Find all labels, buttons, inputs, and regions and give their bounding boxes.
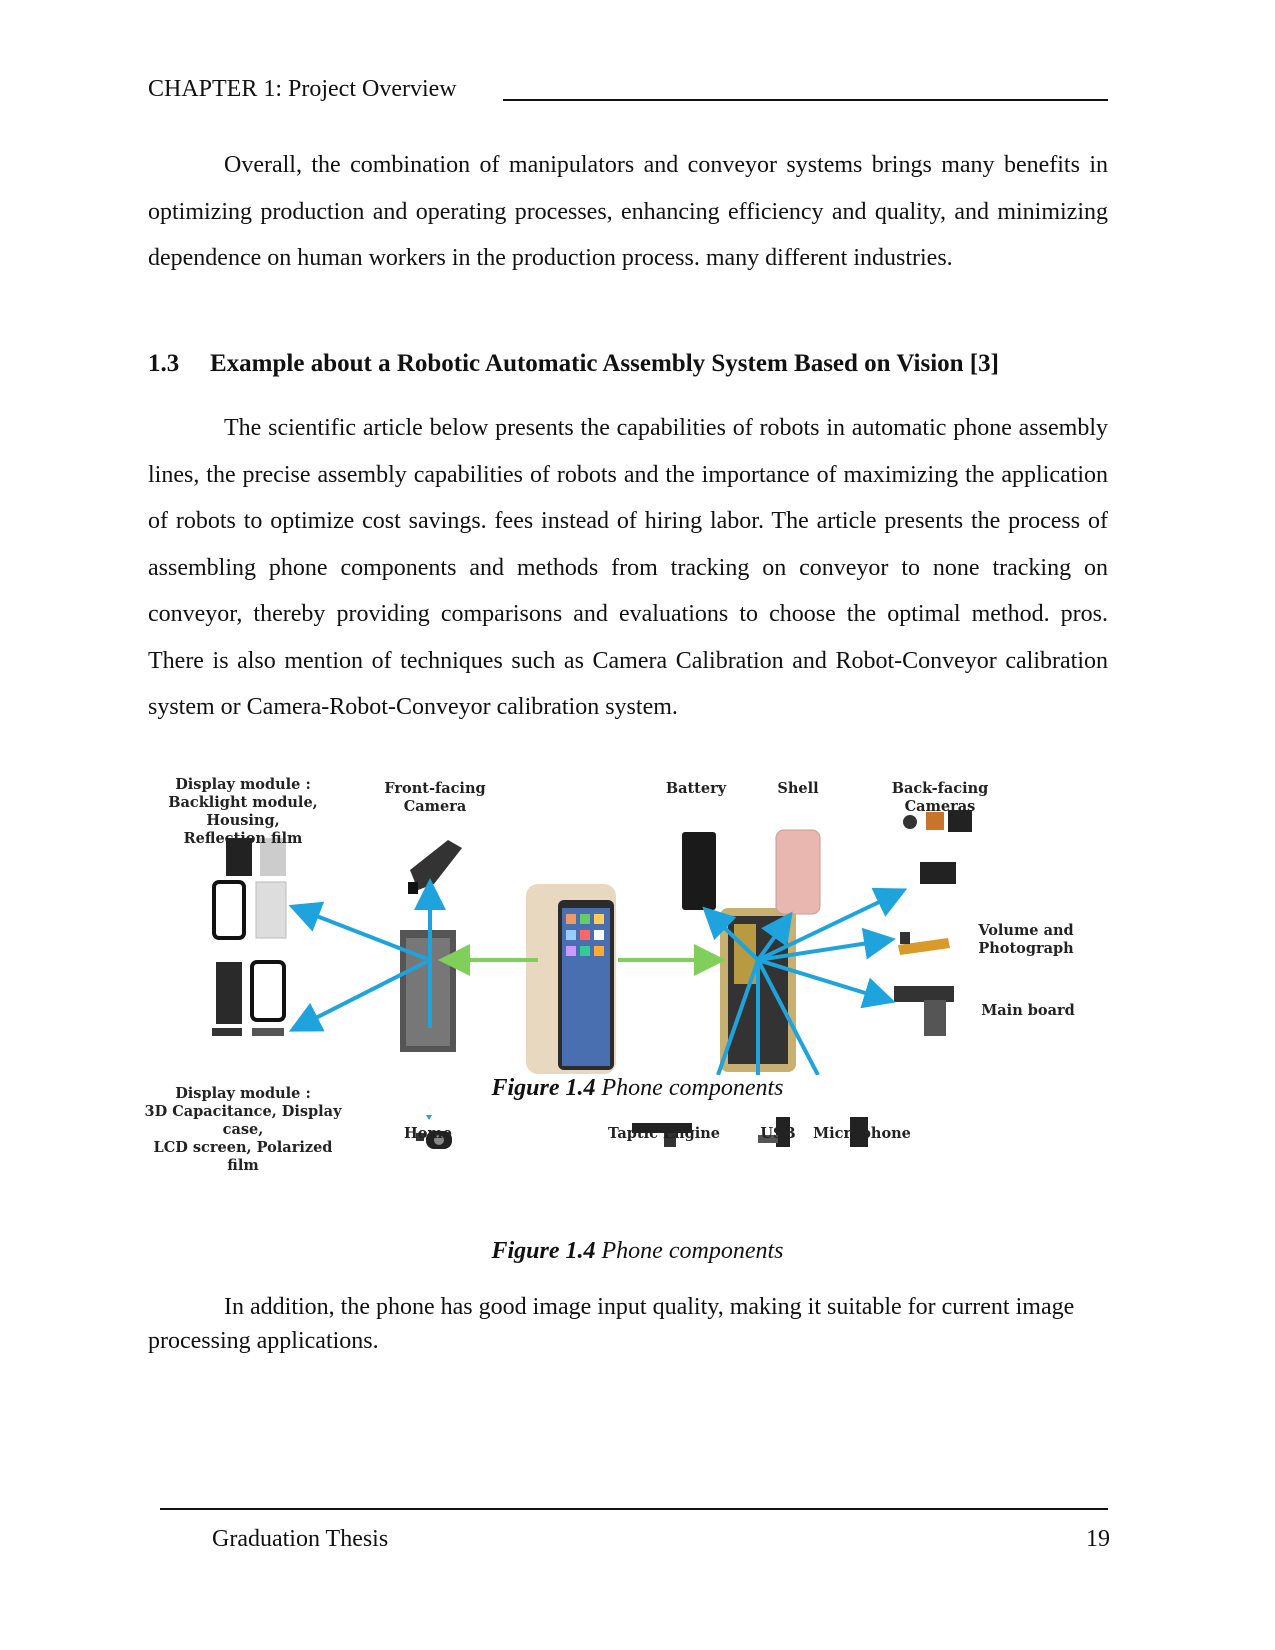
shell-part <box>776 830 820 914</box>
label-battery: Battery <box>665 780 727 797</box>
header-rule <box>503 99 1108 101</box>
label-home: Home <box>404 1125 452 1142</box>
battery-part <box>682 832 716 910</box>
page-footer <box>160 1508 1108 1568</box>
phone-components-figure <box>148 776 1108 1075</box>
label-usb: USB <box>760 1125 796 1142</box>
paragraph-overview: Overall, the combination of manipulators and conveyor systems brings many benefits in optimizing production and operating processes, enhancing efficiency and quality, and minimizing dependence on human workers in the production process. many different industries. <box>148 152 1108 271</box>
label-microphone: Microphone <box>813 1125 911 1142</box>
center-phone <box>526 884 616 1074</box>
label-front-camera: Front-facing Camera <box>384 780 486 815</box>
footer-title: Graduation Thesis <box>212 1526 389 1552</box>
label-taptic: Taptic Engine <box>607 1125 721 1142</box>
footer-rule <box>160 1508 1108 1510</box>
page-header <box>148 74 1108 108</box>
label-main-board: Main board <box>981 1002 1075 1019</box>
page-number: 19 <box>1086 1526 1110 1552</box>
display-parts-bottom <box>212 962 284 1036</box>
caption-number: Figure 1.4 <box>491 1075 596 1101</box>
section-title: Example about a Robotic Automatic Assembly System Based on Vision [3] <box>210 350 999 377</box>
label-display-bottom: Display module : 3D Capacitance, Display case, LCD screen, Polarized film <box>144 1085 342 1174</box>
back-cameras-part <box>903 810 972 884</box>
caption-text: Phone components <box>595 1238 784 1264</box>
chapter-title: CHAPTER 1: Project Overview <box>148 76 461 103</box>
caption-text: Phone components <box>595 1075 784 1101</box>
volume-flex-part <box>898 932 950 955</box>
display-parts-top <box>214 838 286 938</box>
front-camera-part <box>408 840 462 894</box>
section-heading <box>148 350 999 378</box>
section-number: 1.3 <box>148 350 180 377</box>
caption-number: Figure 1.4 <box>491 1238 596 1264</box>
paragraph-article: The scientific article below presents the capabilities of robots in automatic phone assembly lines, the precise assembly capabilities of robots and the importance of maximizing the application of robots to optimize cost savings. fees instead of hiring labor. The article presents the process of assembling phone components and methods from tracking on conveyor to none tracking on conveyor, thereby providing comparisons and evaluations to choose the optimal method. pros. There is also mention of techniques such as Camera Calibration and Robot-Conveyor calibration system or Camera-Robot-Conveyor calibration system. <box>148 415 1108 720</box>
label-display-top: Display module : Backlight module, Housing, Reflection film <box>168 776 318 847</box>
label-shell: Shell <box>777 780 819 797</box>
label-volume: Volume and Photograph <box>978 922 1074 957</box>
label-back-cameras: Back-facing Cameras <box>891 780 989 815</box>
figure-caption <box>0 1238 1275 1265</box>
main-board-part <box>894 986 954 1036</box>
paragraph-addition: In addition, the phone has good image input quality, making it suitable for current image processing applications. <box>148 1294 1075 1354</box>
